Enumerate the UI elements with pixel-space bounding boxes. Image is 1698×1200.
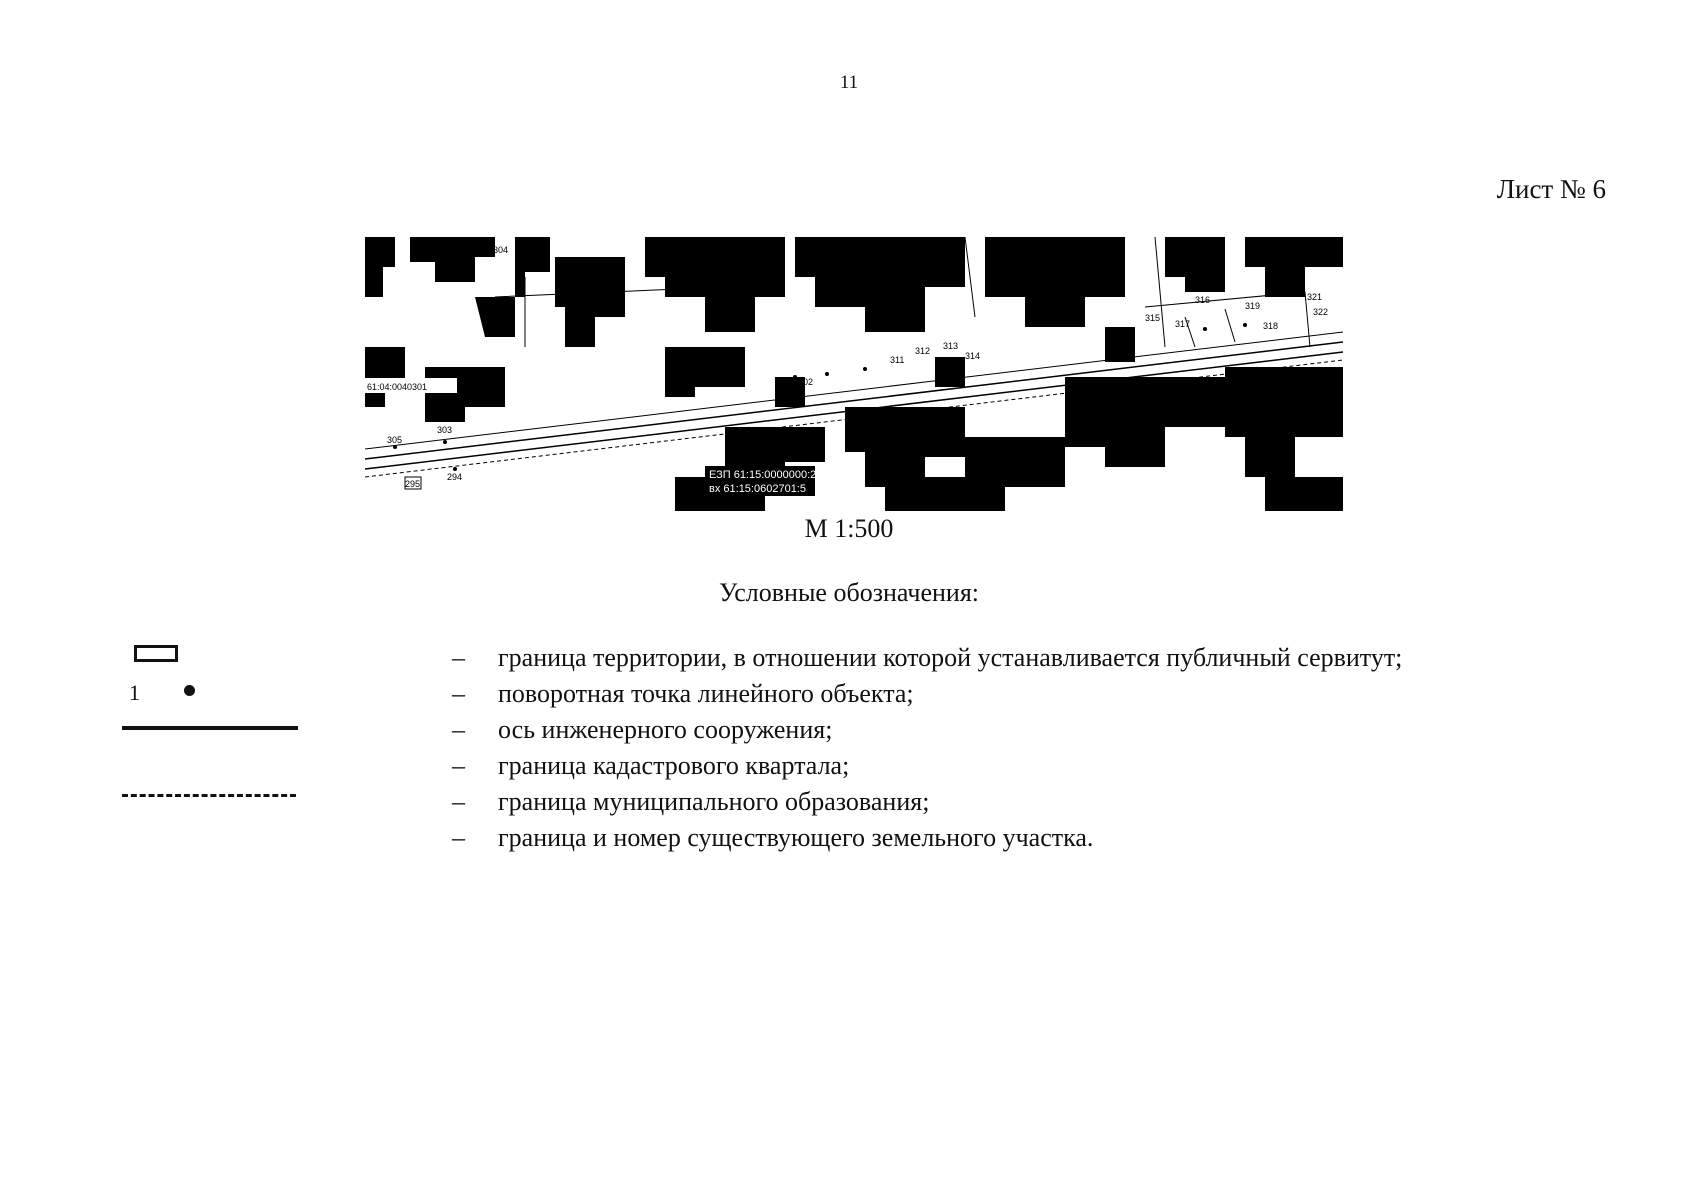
servitude-boundary-symbol bbox=[120, 640, 300, 676]
map-point-label: 305 bbox=[387, 435, 403, 445]
map-point-label: 316 bbox=[1195, 295, 1211, 305]
legend-row bbox=[120, 820, 1580, 856]
turning-point-symbol bbox=[120, 676, 300, 712]
legend-row bbox=[120, 640, 1580, 676]
legend-item-text: поворотная точка линейного объекта; bbox=[498, 679, 914, 708]
point-number: 1 bbox=[129, 680, 140, 705]
map-point-label: 295 bbox=[405, 479, 421, 489]
legend-dash: – bbox=[452, 751, 465, 780]
dashed-line-icon bbox=[122, 794, 296, 797]
legend-dash: – bbox=[452, 823, 465, 852]
solid-line-icon bbox=[122, 726, 298, 730]
legend-title: Условные обозначения: bbox=[718, 578, 980, 607]
map-point-label: 319 bbox=[1245, 301, 1261, 311]
map-point-label: 313 bbox=[943, 341, 959, 351]
map-point-label: 312 bbox=[915, 346, 931, 356]
legend-item-text: граница муниципального образования; bbox=[498, 787, 930, 816]
legend-item-text: ось инженерного сооружения; bbox=[498, 715, 833, 744]
map-point-label: 318 bbox=[1263, 321, 1279, 331]
legend bbox=[120, 640, 1580, 856]
map-quarter-label: 61:04:0040301 bbox=[367, 382, 428, 392]
sheet-title: Лист № 6 bbox=[1496, 174, 1606, 204]
rectangle-icon bbox=[134, 645, 178, 662]
legend-dash: – bbox=[452, 715, 465, 744]
legend-item-text: граница кадастрового квартала; bbox=[498, 751, 850, 780]
map-point-label: 311 bbox=[890, 355, 905, 365]
legend-item-text: граница территории, в отношении которой устанавливается публичный сервитут; bbox=[498, 643, 1403, 672]
map-image bbox=[365, 237, 1343, 511]
map-scale: М 1:500 bbox=[804, 514, 894, 543]
map-parcel-label: вх 61:15:0602701:5 bbox=[709, 483, 806, 495]
legend-dash: – bbox=[452, 643, 465, 672]
map-point-label: 304 bbox=[493, 245, 509, 255]
legend-row bbox=[120, 676, 1580, 712]
aerial-patches bbox=[365, 237, 1343, 511]
map-zone-label: ЕЗП 61:15:0000000:24 bbox=[709, 469, 823, 481]
map-point-label: 317 bbox=[1175, 319, 1191, 329]
map-point-label: 314 bbox=[965, 351, 981, 361]
legend-row bbox=[120, 748, 1580, 784]
map-point-label: 302 bbox=[798, 377, 814, 387]
map-point-label: 321 bbox=[1307, 292, 1323, 302]
map-point-label: 315 bbox=[1145, 313, 1161, 323]
cadastral-quarter-symbol bbox=[120, 748, 300, 784]
legend-dash: – bbox=[452, 787, 465, 816]
axis-line-symbol bbox=[120, 712, 300, 748]
municipal-boundary-symbol bbox=[120, 784, 300, 820]
legend-row bbox=[120, 784, 1580, 820]
map-point-label: 303 bbox=[437, 425, 453, 435]
dot-icon bbox=[184, 685, 195, 696]
page-number: 11 bbox=[839, 72, 859, 93]
map-point-label: 294 bbox=[447, 472, 463, 482]
legend-dash: – bbox=[452, 679, 465, 708]
land-parcel-symbol bbox=[120, 820, 300, 856]
map-point-label: 322 bbox=[1313, 307, 1329, 317]
legend-row bbox=[120, 712, 1580, 748]
legend-item-text: граница и номер существующего земельного участка. bbox=[498, 823, 1094, 852]
